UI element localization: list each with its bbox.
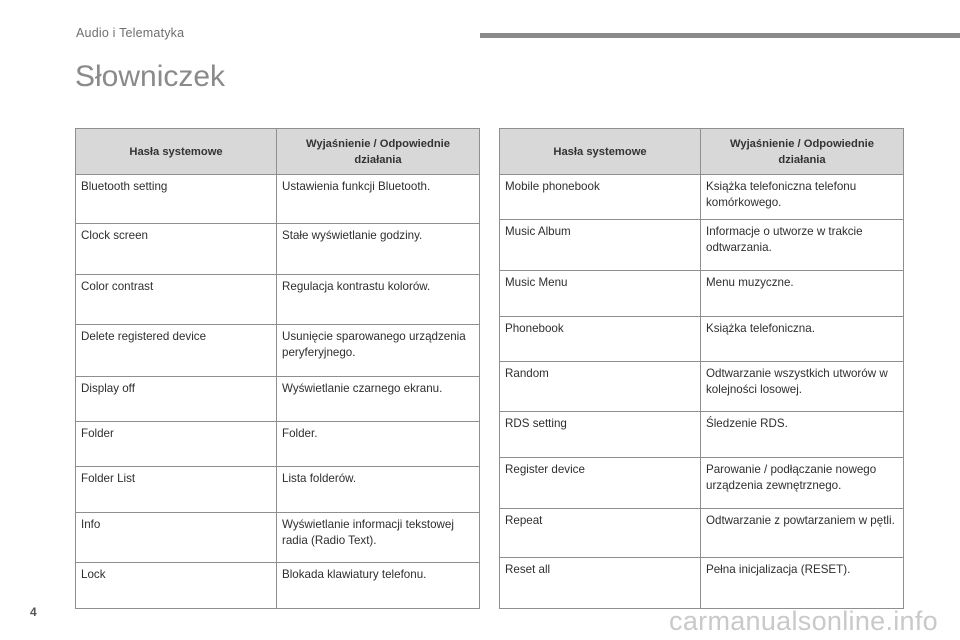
term-cell: Reset all (500, 558, 701, 609)
table-row (76, 175, 480, 224)
term-cell: Register device (500, 458, 701, 509)
description-cell: Regulacja kontrastu kolorów. (277, 275, 480, 325)
description-cell: Książka telefoniczna. (701, 317, 904, 362)
glossary-table-right (499, 128, 904, 609)
table-row (76, 422, 480, 467)
watermark: carmanualsonline.info (669, 606, 938, 636)
term-cell: Bluetooth setting (76, 175, 277, 224)
page-title: Słowniczek (75, 60, 226, 93)
description-cell: Odtwarzanie z powtarzaniem w pętli. (701, 509, 904, 558)
table-header-row (76, 129, 480, 175)
table-row (76, 467, 480, 513)
section-header: Audio i Telematyka (76, 26, 185, 40)
description-cell: Blokada klawiatury telefonu. (277, 563, 480, 609)
table-row (500, 271, 904, 317)
glossary-table-left (75, 128, 480, 609)
term-cell: Music Menu (500, 271, 701, 317)
column-header-term: Hasła systemowe (500, 129, 701, 175)
table-row (500, 509, 904, 558)
term-cell: Phonebook (500, 317, 701, 362)
description-cell: Odtwarzanie wszystkich utworów w kolejności losowej. (701, 362, 904, 412)
term-cell: Mobile phonebook (500, 175, 701, 220)
page-number: 4 (30, 605, 37, 619)
table-row (76, 513, 480, 563)
description-cell: Usunięcie sparowanego urządzenia peryferyjnego. (277, 325, 480, 377)
term-cell: Display off (76, 377, 277, 422)
description-cell: Parowanie / podłączanie nowego urządzenia zewnętrznego. (701, 458, 904, 509)
term-cell: Folder List (76, 467, 277, 513)
description-cell: Lista folderów. (277, 467, 480, 513)
table-row (76, 275, 480, 325)
table-row (500, 175, 904, 220)
term-cell: Clock screen (76, 224, 277, 275)
column-header-description: Wyjaśnienie / Odpowiednie działania (701, 129, 904, 175)
table-header-row (500, 129, 904, 175)
table-row (500, 317, 904, 362)
term-cell: Repeat (500, 509, 701, 558)
description-cell: Śledzenie RDS. (701, 412, 904, 458)
table-row (500, 412, 904, 458)
table-row (500, 458, 904, 509)
table-row (76, 563, 480, 609)
table-row (500, 362, 904, 412)
description-cell: Informacje o utworze w trakcie odtwarzania. (701, 220, 904, 271)
term-cell: Music Album (500, 220, 701, 271)
header-bar (480, 33, 960, 38)
description-cell: Wyświetlanie informacji tekstowej radia (Radio Text). (277, 513, 480, 563)
description-cell: Stałe wyświetlanie godziny. (277, 224, 480, 275)
term-cell: Color contrast (76, 275, 277, 325)
table-row (500, 558, 904, 609)
table-row (76, 224, 480, 275)
term-cell: RDS setting (500, 412, 701, 458)
table-row (76, 377, 480, 422)
term-cell: Random (500, 362, 701, 412)
description-cell: Książka telefoniczna telefonu komórkowego. (701, 175, 904, 220)
description-cell: Pełna inicjalizacja (RESET). (701, 558, 904, 609)
term-cell: Delete registered device (76, 325, 277, 377)
description-cell: Menu muzyczne. (701, 271, 904, 317)
description-cell: Wyświetlanie czarnego ekranu. (277, 377, 480, 422)
term-cell: Info (76, 513, 277, 563)
description-cell: Ustawienia funkcji Bluetooth. (277, 175, 480, 224)
table-row (500, 220, 904, 271)
column-header-term: Hasła systemowe (76, 129, 277, 175)
column-header-description: Wyjaśnienie / Odpowiednie działania (277, 129, 480, 175)
description-cell: Folder. (277, 422, 480, 467)
table-row (76, 325, 480, 377)
term-cell: Lock (76, 563, 277, 609)
term-cell: Folder (76, 422, 277, 467)
